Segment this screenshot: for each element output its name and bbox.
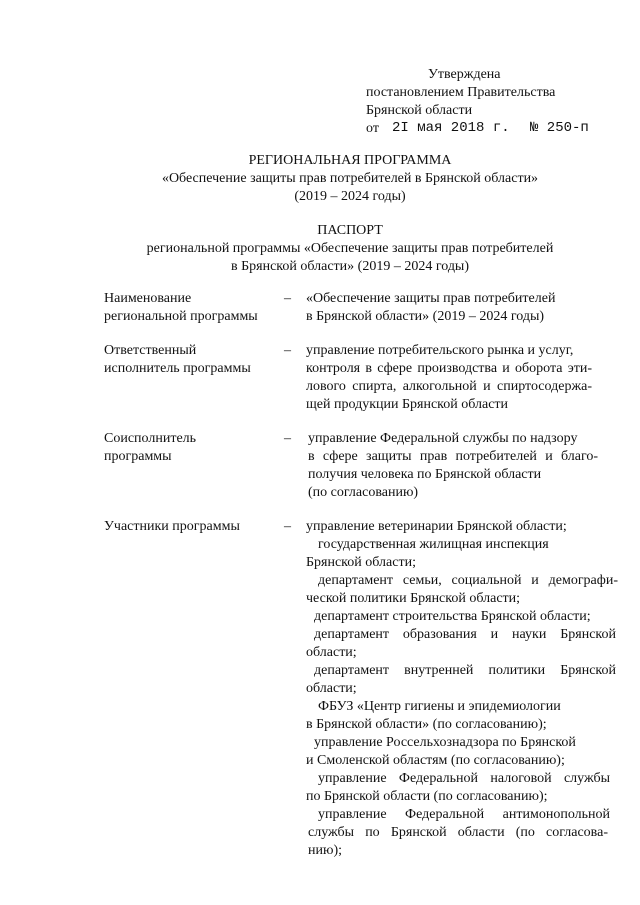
participant-line-7: департамент образования и науки Брянской [314, 627, 616, 642]
participant-line-8: области; [306, 645, 357, 660]
row-responsible-label-2: исполнитель программы [104, 361, 251, 376]
row-name-dash: – [284, 291, 291, 306]
participant-line-2: государственная жилищная инспекция [318, 537, 549, 552]
row-coexecutor-value-4: (по согласованию) [308, 485, 419, 500]
program-years: (2019 – 2024 годы) [294, 189, 406, 204]
approval-line3: Брянской области [366, 103, 473, 118]
participant-line-13: управление Россельхознадзора по Брянской [314, 735, 576, 750]
approval-line2: постановлением Правительства [366, 85, 556, 100]
participant-line-4: департамент семьи, социальной и демографи- [318, 573, 618, 588]
participant-line-16: по Брянской области (по согласованию); [306, 789, 548, 804]
passport-title: ПАСПОРТ [317, 223, 383, 238]
row-coexecutor-label-2: программы [104, 449, 172, 464]
row-name-value-1: «Обеспечение защиты прав потребителей [306, 291, 556, 306]
participant-line-10: области; [306, 681, 357, 696]
approval-date: 2I мая 2018 г. [392, 120, 510, 136]
program-title: РЕГИОНАЛЬНАЯ ПРОГРАММА [248, 153, 452, 168]
participant-line-5: ческой политики Брянской области; [306, 591, 521, 606]
row-participants-label: Участники программы [104, 519, 240, 534]
approval-number: № 250-п [530, 120, 589, 136]
participant-line-18: службы по Брянской области (по согласова- [308, 825, 608, 840]
participant-line-19: нию); [308, 843, 342, 858]
row-responsible-value-4: щей продукции Брянской области [306, 397, 509, 412]
participant-line-11: ФБУЗ «Центр гигиены и эпидемиологии [318, 699, 561, 714]
row-coexecutor-value-3: получия человека по Брянской области [308, 467, 542, 482]
participant-line-14: и Смоленской областям (по согласованию); [306, 753, 565, 768]
row-participants-dash: – [284, 519, 291, 534]
row-name-label-1: Наименование [104, 291, 192, 306]
row-responsible-value-3: лового спирта, алкогольной и спиртосодержа- [306, 379, 592, 394]
row-coexecutor-value-1: управление Федеральной службы по надзору [308, 431, 578, 446]
row-responsible-value-2: контроля в сфере производства и оборота эти- [306, 361, 592, 376]
passport-subtitle-1: региональной программы «Обеспечение защиты прав потребителей [146, 241, 554, 256]
passport-subtitle-2: в Брянской области» (2019 – 2024 годы) [230, 259, 470, 274]
approval-from: от [366, 121, 379, 136]
row-name-label-2: региональной программы [104, 309, 258, 324]
participant-line-12: в Брянской области» (по согласованию); [306, 717, 547, 732]
row-coexecutor-dash: – [284, 431, 291, 446]
participant-line-1: управление ветеринарии Брянской области; [306, 519, 567, 534]
participant-line-6: департамент строительства Брянской области; [314, 609, 591, 624]
row-responsible-dash: – [284, 343, 291, 358]
participant-line-3: Брянской области; [306, 555, 416, 570]
participant-line-9: департамент внутренней политики Брянской [314, 663, 616, 678]
program-subtitle: «Обеспечение защиты прав потребителей в Брянской области» [161, 171, 539, 186]
row-responsible-label-1: Ответственный [104, 343, 197, 358]
participant-line-15: управление Федеральной налоговой службы [318, 771, 610, 786]
row-coexecutor-label-1: Соисполнитель [104, 431, 197, 446]
row-name-value-2: в Брянской области» (2019 – 2024 годы) [306, 309, 545, 324]
participant-line-17: управление Федеральной антимонопольной [318, 807, 610, 822]
row-coexecutor-value-2: в сфере защиты прав потребителей и благо- [308, 449, 598, 464]
row-responsible-value-1: управление потребительского рынка и услуг, [306, 343, 574, 358]
approval-line1: Утверждена [428, 67, 501, 82]
